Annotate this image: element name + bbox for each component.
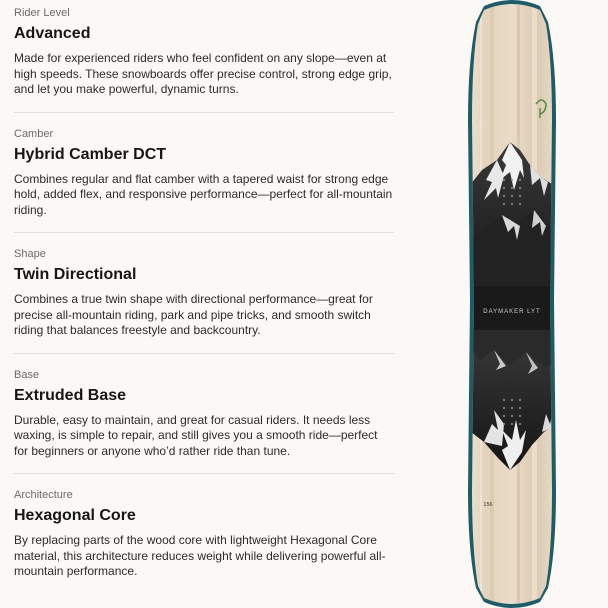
spec-title: Advanced	[14, 25, 91, 42]
spec-list	[14, 6, 394, 594]
spec-title: Hexagonal Core	[14, 507, 136, 524]
spec-description: By replacing parts of the wood core with lightweight Hexagonal Core material, this architecture reduces weight while delivering powerful all-mountain performance.	[14, 533, 386, 578]
spec-camber	[14, 112, 394, 233]
board-size-text: 156	[483, 502, 493, 508]
spec-description: Durable, easy to maintain, and great for casual riders. It needs less waxing, is simple to repair, and still gives you a smooth ride—perfect for beginners or anyone who’d rather ride than tune.	[14, 412, 378, 458]
spec-rider-level	[14, 6, 394, 112]
spec-label: Camber	[14, 127, 54, 140]
spec-label: Shape	[14, 248, 46, 260]
spec-title: Twin Directional	[14, 266, 137, 283]
snowboard-image	[462, 0, 562, 608]
spec-title: Extruded Base	[14, 386, 127, 404]
spec-description: Combines a true twin shape with directional performance—great for precise all-mountain riding, park and pipe tricks, and smooth switch riding that balances freestyle and backcountry.	[14, 292, 373, 337]
spec-architecture	[14, 473, 394, 594]
snowboard-graphic	[462, 0, 562, 608]
spec-title: Hybrid Camber DCT	[14, 145, 167, 163]
spec-label: Architecture	[14, 489, 73, 501]
spec-description: Made for experienced riders who feel confident on any slope—even at high speeds. These snowboards offer precise control, strong edge grip, and let you make powerful, dynamic turns.	[14, 51, 392, 96]
spec-shape	[14, 232, 394, 353]
board-model-text: DAYMAKER LYT	[483, 309, 541, 315]
spec-label: Rider Level	[14, 7, 70, 19]
spec-base	[14, 353, 394, 474]
spec-description: Combines regular and flat camber with a tapered waist for strong edge hold, added flex, and responsive performance—perfect for all-mountain riding.	[14, 171, 393, 217]
spec-label: Base	[14, 368, 40, 381]
